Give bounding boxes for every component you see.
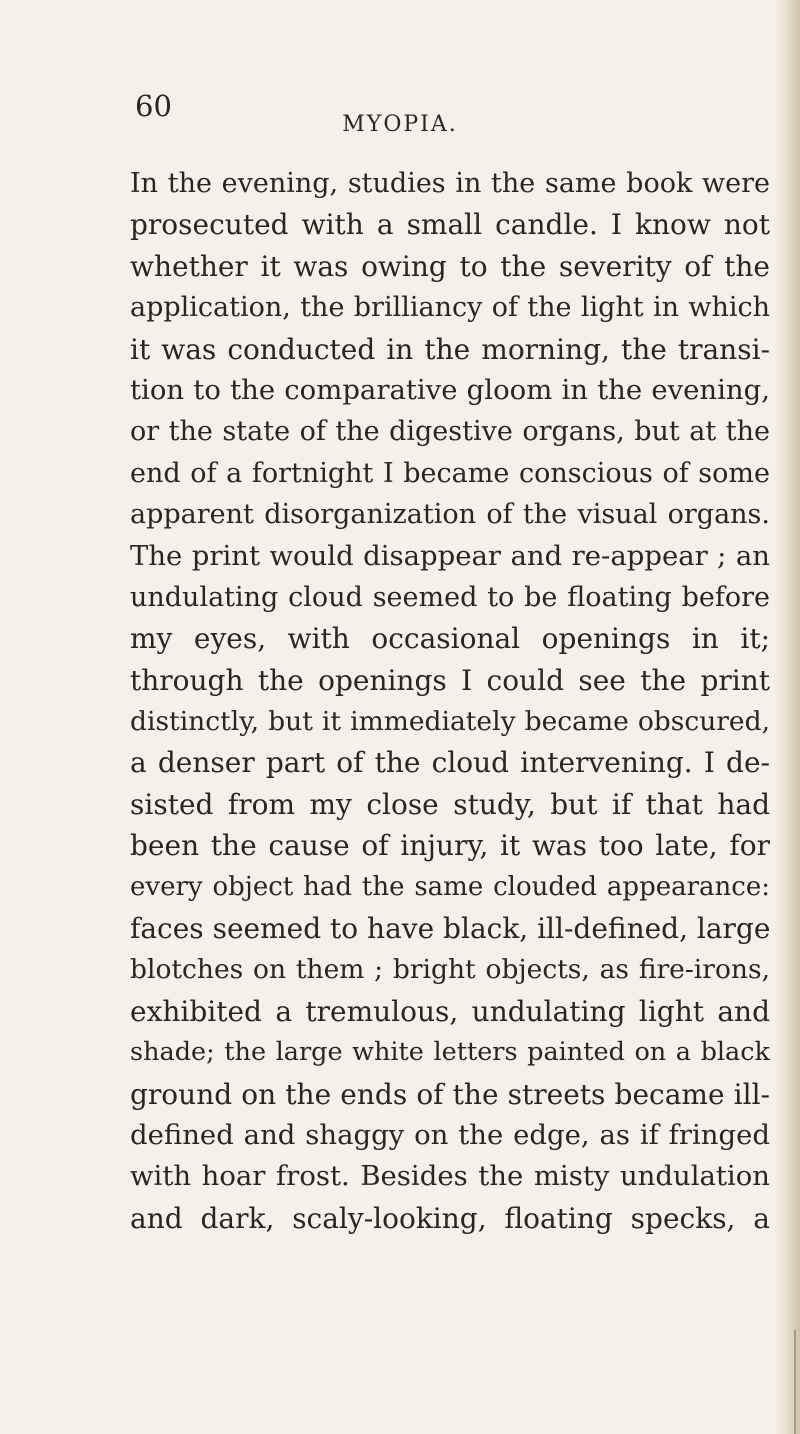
text-line: end of a fortnight I became conscious of some — [130, 457, 770, 489]
text-line: or the state of the digestive organs, but at the — [130, 416, 770, 448]
text-line: my eyes, with occasional openings in it; — [130, 622, 770, 656]
text-line: application, the brilliancy of the light in which — [130, 292, 770, 324]
page-edge-line — [794, 1330, 796, 1434]
text-line: apparent disorganization of the visual organs. — [130, 499, 770, 531]
text-line: with hoar frost. Besides the misty undulation — [130, 1160, 770, 1193]
text-line: exhibited a tremulous, undulating light and — [130, 994, 770, 1028]
text-line: undulating cloud seemed to be floating before — [130, 581, 770, 613]
text-line: prosecuted with a small candle. I know not — [130, 208, 770, 242]
text-line: faces seemed to have black, ill-defined, large — [130, 912, 771, 946]
text-line: tion to the comparative gloom in the evening, — [130, 373, 770, 406]
text-line: whether it was owing to the severity of the — [130, 249, 770, 283]
text-line: defined and shaggy on the edge, as if fringed — [130, 1118, 770, 1151]
page-edge-shadow — [774, 0, 800, 1434]
text-line: sisted from my close study, but if that had — [130, 787, 770, 821]
text-line: ground on the ends of the streets became ill- — [130, 1077, 770, 1111]
body-text — [130, 163, 770, 1239]
text-line: distinctly, but it immediately became obscured, — [130, 706, 770, 738]
text-line: In the evening, studies in the same book were — [130, 168, 770, 199]
text-line: every object had the same clouded appearance: — [130, 871, 770, 902]
text-line: a denser part of the cloud intervening. I de- — [130, 746, 770, 780]
text-line: shade; the large white letters painted on a black — [130, 1037, 770, 1068]
text-line: through the openings I could see the print — [130, 663, 770, 697]
page-number: 60 — [135, 89, 172, 123]
text-line: and dark, scaly-looking, floating specks, a — [130, 1201, 770, 1235]
text-line: it was conducted in the morning, the transi- — [130, 332, 770, 366]
running-head: MYOPIA. — [342, 112, 458, 137]
text-line: The print would disappear and re-appear ; an — [130, 539, 770, 572]
text-line: blotches on them ; bright objects, as fire-irons, — [130, 954, 770, 986]
text-line: been the cause of injury, it was too late, for — [130, 829, 770, 863]
